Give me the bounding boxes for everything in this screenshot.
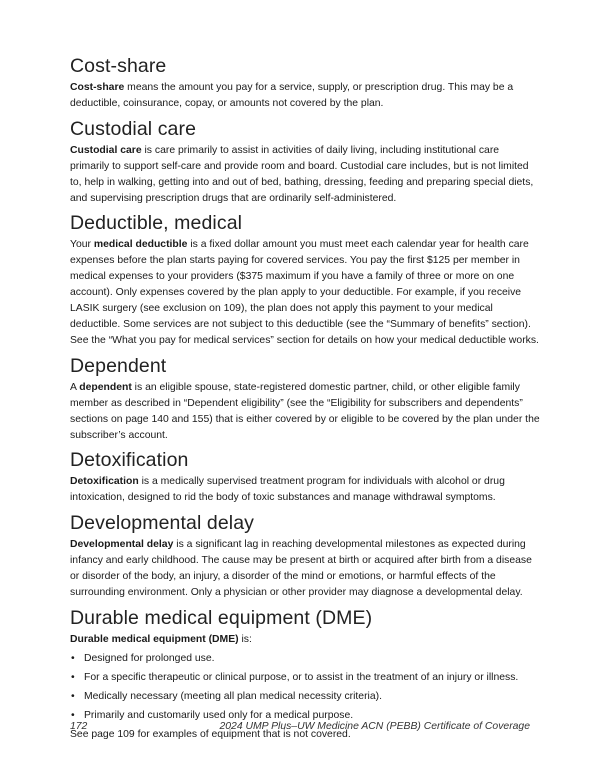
- definition-prefix: Your: [70, 239, 94, 251]
- section-deductible-medical: [70, 211, 540, 348]
- definition-text: is a medically supervised treatment program for individuals with alcohol or drug intoxication, designed to rid the body of toxic substances and manage withdrawal symptoms.: [70, 476, 505, 504]
- definition-text: means the amount you pay for a service, supply, or prescription drug. This may be a deductible, coinsurance, copay, or amounts not covered by the plan.: [70, 82, 514, 109]
- list-item-text: For a specific therapeutic or clinical purpose, or to assist in the treatment of an injury or illness.: [84, 671, 519, 683]
- definition-text: is:: [238, 633, 252, 645]
- defined-term: medical deductible: [93, 239, 188, 251]
- definition-text: is a fixed dollar amount you must meet each calendar year for health care expenses before the plan starts paying for covered services. You pay the first $125 per member in medical expenses to your providers ($375 maximum if you have a family of three or more on one account). Only expenses covered by the plan apply to your deductible. For example, if you receive LASIK surgery (see exclusion on 109), the plan does not apply this payment to your medical deductible. Some services are not subject to this deductible (see the “Summary of benefits” section). See the “What you pay for medical services” section for details on how your medical deductible works.: [70, 239, 539, 346]
- defined-term: Durable medical equipment (DME): [70, 633, 239, 645]
- list-item-text: Medically necessary (meeting all plan medical necessity criteria).: [84, 690, 382, 702]
- document-title: 2024 UMP Plus–UW Medicine ACN (PEBB) Certificate of Coverage: [219, 721, 530, 732]
- section-heading: Deductible, medical: [70, 212, 243, 235]
- defined-term: Developmental delay: [70, 539, 174, 551]
- page-number: 172: [70, 721, 88, 732]
- definition-paragraph: [70, 632, 540, 648]
- dme-criteria-list: [70, 651, 540, 724]
- bullet-icon: •: [71, 709, 75, 721]
- section-dependent: [70, 354, 540, 444]
- section-heading: Developmental delay: [70, 512, 255, 535]
- defined-term: Cost-share: [70, 82, 125, 93]
- section-detoxification: [70, 448, 540, 506]
- bullet-icon: •: [71, 652, 75, 664]
- list-item: [70, 651, 540, 667]
- list-item: [70, 689, 540, 705]
- list-item-text: Designed for prolonged use.: [84, 652, 215, 664]
- definition-paragraph: [70, 237, 540, 348]
- defined-term: Detoxification: [70, 476, 139, 488]
- section-developmental-delay: [70, 511, 540, 601]
- defined-term: Custodial care: [70, 144, 142, 156]
- defined-term: dependent: [79, 381, 132, 393]
- definition-paragraph: [70, 80, 540, 112]
- bullet-icon: •: [71, 690, 75, 702]
- definition-paragraph: [70, 143, 540, 207]
- definition-text: is care primarily to assist in activities of daily living, including institutional care primarily to support self-care and provide room and board. Custodial care includes, but is not limited to, help in walking, getting into and out of bed, bathing, dressing, feeding and preparing special diets, and supervising prescription drugs that are ordinarily self-administered.: [70, 144, 534, 204]
- list-item-text: Primarily and customarily used only for a medical purpose.: [84, 709, 354, 721]
- document-page: [70, 54, 540, 743]
- section-cost-share: [70, 54, 540, 112]
- definition-prefix: A: [70, 381, 80, 393]
- section-heading: Custodial care: [70, 117, 197, 140]
- list-item: [70, 670, 540, 686]
- definition-paragraph: [70, 474, 540, 506]
- section-heading: Detoxification: [70, 449, 189, 472]
- definition-paragraph: [70, 380, 540, 444]
- definition-text: is an eligible spouse, state-registered domestic partner, child, or other eligible family member as described in “Dependent eligibility” (see the “Eligibility for subscribers and dependents” sections on page 140 and 155) that is either covered by or eligible to be covered by the plan under the subscriber’s account.: [70, 381, 540, 441]
- section-custodial-care: [70, 117, 540, 207]
- section-heading: Dependent: [70, 354, 167, 377]
- definition-text: is a significant lag in reaching developmental milestones as expected during infancy and early childhood. The cause may be present at birth or acquired after birth from a disease or disorder of the body, an injury, a disorder of the mind or emotions, or harmful effects of the surrounding environment. Only a physician or other provider may diagnose a developmental delay.: [70, 539, 532, 598]
- section-heading: Cost-share: [70, 55, 167, 77]
- dme-note: See page 109 for examples of equipment that is not covered.: [70, 728, 351, 740]
- section-heading: Durable medical equipment (DME): [70, 606, 373, 629]
- bullet-icon: •: [71, 671, 75, 683]
- definition-paragraph: [70, 537, 540, 601]
